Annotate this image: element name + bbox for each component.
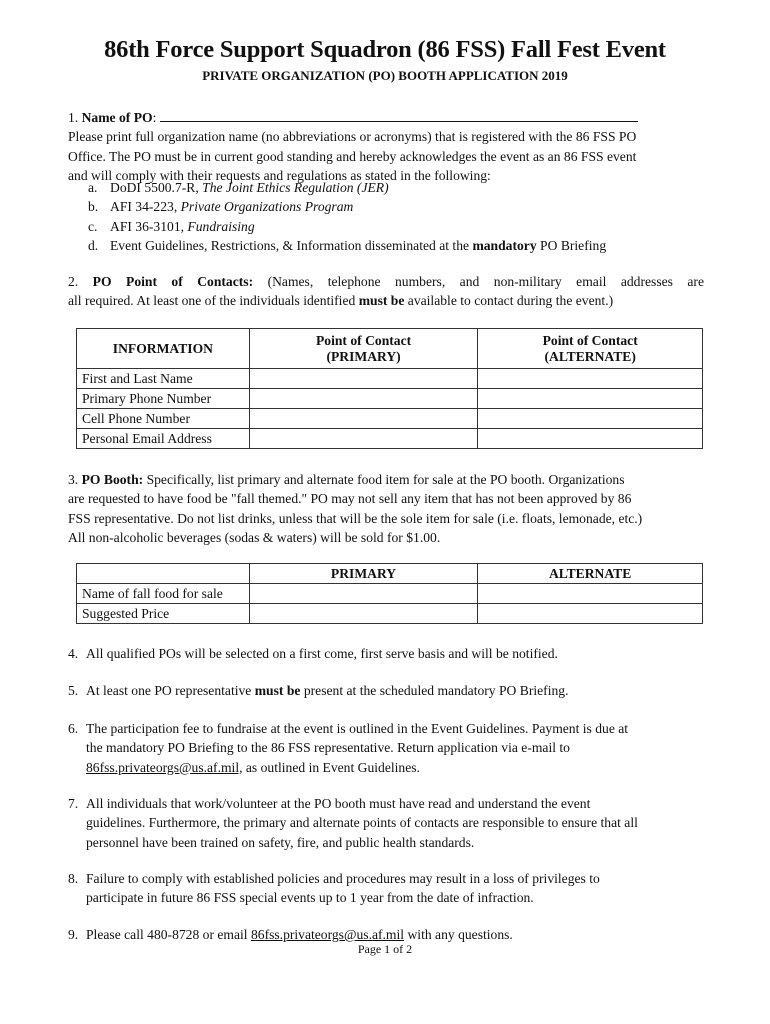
section-3 (68, 470, 704, 547)
table-row (77, 429, 703, 449)
primary-food-field[interactable] (249, 584, 478, 604)
food-table (76, 563, 703, 624)
document-title: 86th Force Support Squadron (86 FSS) Fall Fest Event (104, 36, 666, 63)
po-name-label: Name of PO (81, 110, 153, 125)
section-3-line-3: FSS representative. Do not list drinks, unless that will be the sole item for sale (i.e. floats, lemonade, etc.) (68, 510, 643, 526)
regulation-list (88, 178, 606, 255)
contact-table (76, 328, 703, 449)
table-row (77, 409, 703, 429)
row-label-name: First and Last Name (77, 369, 250, 389)
regulation-item-d: d. Event Guidelines, Restrictions, & Information disseminated at the mandatory PO Briefing (88, 237, 607, 253)
table-row (77, 389, 703, 409)
item-9: 9. Please call 480-8728 or email 86fss.privateorgs@us.af.mil with any questions. (68, 927, 513, 942)
page-number: Page 1 of 2 (357, 942, 413, 956)
po-booth-label: PO Booth: (81, 472, 144, 487)
food-header-alternate: ALTERNATE (478, 564, 703, 584)
header-primary: Point of Contact (PRIMARY) (249, 329, 478, 369)
primary-email-field[interactable] (249, 429, 478, 449)
row-label-primary-phone: Primary Phone Number (77, 389, 250, 409)
po-name-field[interactable] (160, 107, 638, 122)
alternate-cell-field[interactable] (478, 409, 703, 429)
alternate-price-field[interactable] (478, 604, 703, 624)
primary-cell-field[interactable] (249, 409, 478, 429)
poc-label: PO Point of Contacts: (92, 274, 254, 289)
item-6: 6. The participation fee to fundraise at the event is outlined in the Event Guidelines. Payment is due at the mandatory PO Briefing to the 86 FSS representative. Return application via e-mail to 86fss.privateorgs@us.af.mil, as outlined in Event Guidelines. (68, 721, 629, 775)
table-row (77, 604, 703, 624)
section-3-line-4: All non-alcoholic beverages (sodas & waters) will be sold for $1.00. (68, 529, 441, 545)
po-name-colon: : (152, 110, 157, 125)
header-information: INFORMATION (77, 329, 250, 369)
regulation-item-c: c. AFI 36-3101, Fundraising (88, 218, 255, 234)
table-row (77, 584, 703, 604)
email-link[interactable]: 86fss.privateorgs@us.af.mil, (86, 759, 243, 775)
section-3-line-2: are requested to have food be "fall themed." PO may not sell any item that has not been approved by 86 (68, 491, 632, 507)
primary-price-field[interactable] (249, 604, 478, 624)
primary-phone-field[interactable] (249, 389, 478, 409)
section-1-line-2: Office. The PO must be in current good standing and hereby acknowledges the event as an 86 FSS event (68, 148, 637, 164)
alternate-phone-field[interactable] (478, 389, 703, 409)
section-3-line-1: 3. PO Booth: Specifically, list primary and alternate food item for sale at the PO booth. Organizations (68, 472, 625, 487)
section-2 (68, 272, 704, 311)
row-label-email: Personal Email Address (77, 429, 250, 449)
document-subtitle: PRIVATE ORGANIZATION (PO) BOOTH APPLICATION 2019 (202, 68, 568, 83)
item-4: 4. All qualified POs will be selected on a first come, first serve basis and will be notified. (68, 646, 558, 661)
primary-name-field[interactable] (249, 369, 478, 389)
section-2-line-2: all required. At least one of the individuals identified must be available to contact during the event.) (68, 293, 614, 309)
alternate-food-field[interactable] (478, 584, 703, 604)
alternate-name-field[interactable] (478, 369, 703, 389)
section-1-line-3: and will comply with their requests and regulations as stated in the following: (68, 167, 491, 183)
table-row (77, 369, 703, 389)
email-link-questions[interactable]: 86fss.privateorgs@us.af.mil (250, 927, 405, 942)
row-label-cell-phone: Cell Phone Number (77, 409, 250, 429)
food-header-blank (77, 564, 250, 584)
section-1-line-1: Please print full organization name (no abbreviations or acronyms) that is registered with the 86 FSS PO (68, 129, 637, 145)
item-5: 5. At least one PO representative must be present at the scheduled mandatory PO Briefing. (68, 683, 569, 698)
section-1 (68, 107, 704, 185)
regulation-item-a: a. DoDI 5500.7-R, The Joint Ethics Regulation (JER) (88, 180, 389, 195)
row-label-price: Suggested Price (77, 604, 250, 624)
item-7: 7. All individuals that work/volunteer at the PO booth must have read and understand the event guidelines. Furthermore, the primary and alternate points of contacts are responsible to ensure that all personnel have been trained on safety, fire, and public health standards. (68, 796, 638, 850)
item-8: 8. Failure to comply with established policies and procedures may result in a loss of privileges to participate in future 86 FSS special events up to 1 year from the date of infraction. (68, 871, 600, 906)
food-header-primary: PRIMARY (249, 564, 478, 584)
section-1-number: 1. (68, 110, 79, 125)
regulation-item-b: b. AFI 34-223, Private Organizations Program (88, 199, 354, 215)
section-2-line-1: 2. PO Point of Contacts: (Names, telephone numbers, and non-military email addresses are (68, 274, 704, 289)
row-label-food-name: Name of fall food for sale (77, 584, 250, 604)
header-alternate: Point of Contact (ALTERNATE) (478, 329, 703, 369)
po-name-line (68, 107, 704, 127)
alternate-email-field[interactable] (478, 429, 703, 449)
